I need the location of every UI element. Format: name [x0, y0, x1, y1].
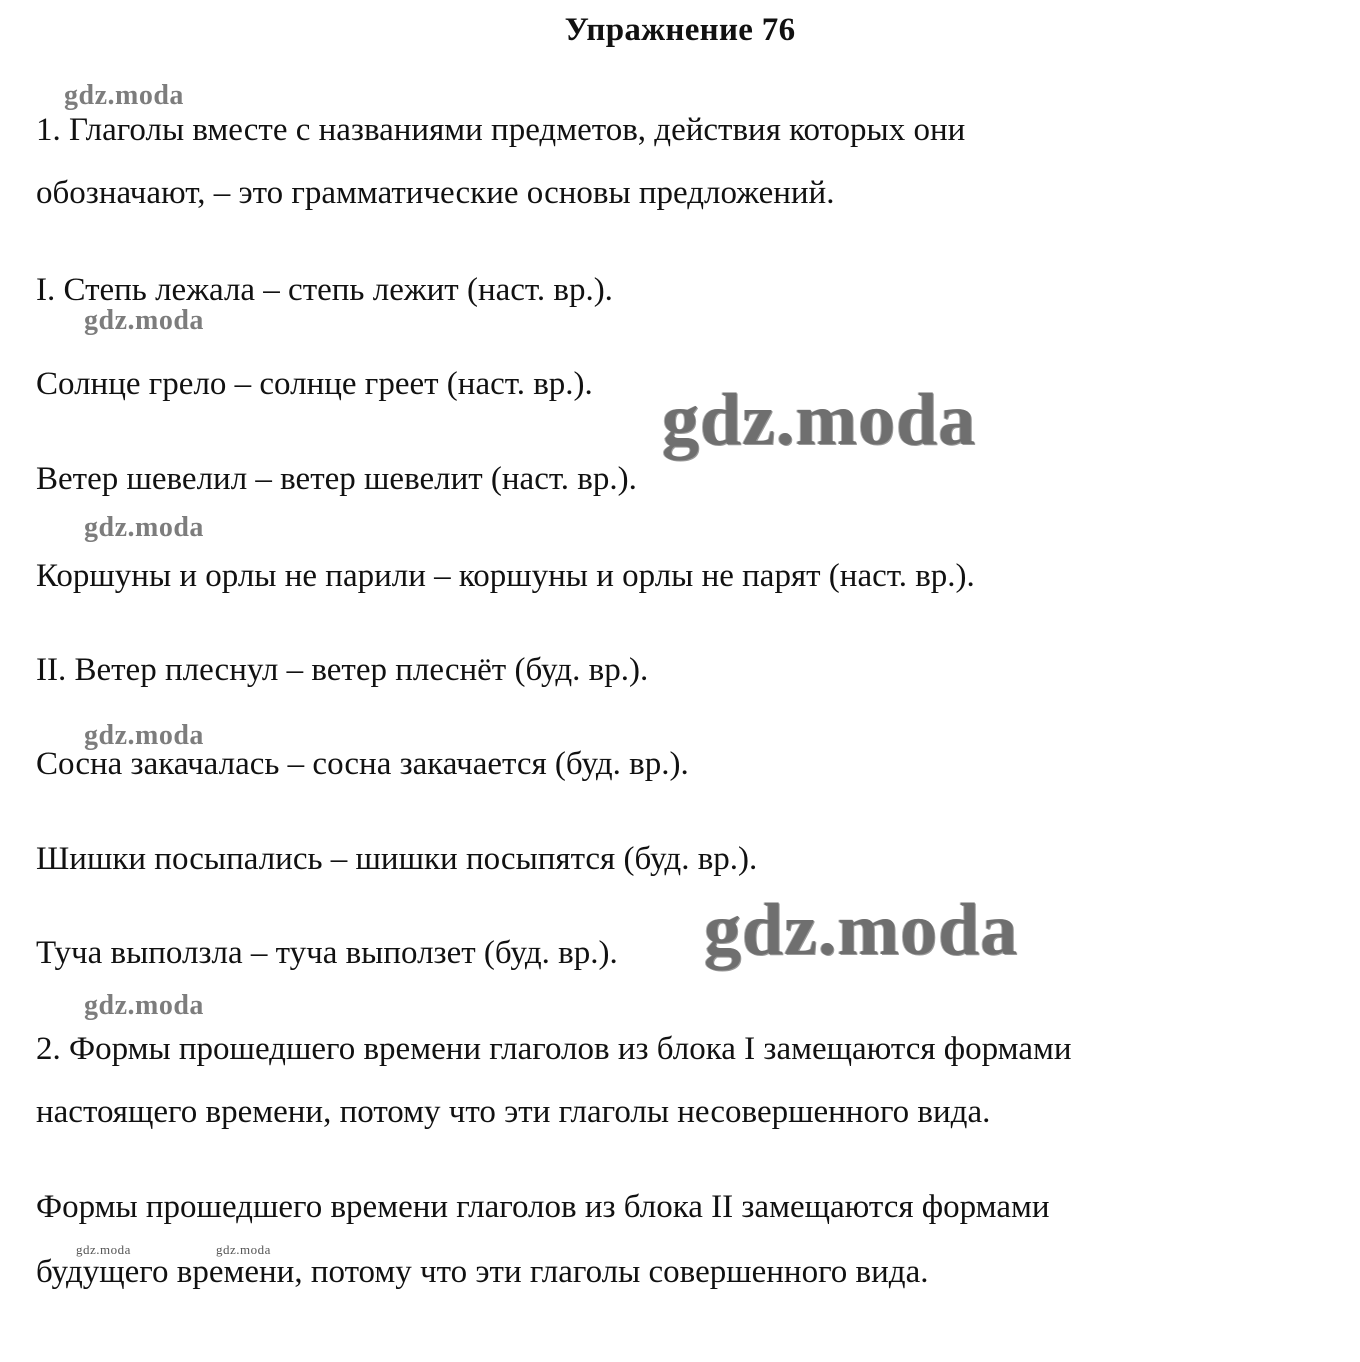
text-line: 2. Формы прошедшего времени глаголов из блока I замещаются формами [36, 1031, 1072, 1067]
text-line: Ветер шевелил – ветер шевелит (наст. вр.). [36, 461, 637, 497]
text-line: обозначают, – это грамматические основы предложений. [36, 175, 835, 211]
text-line: настоящего времени, потому что эти глаголы несовершенного вида. [36, 1094, 991, 1130]
watermark-logo: gdz.moda [64, 80, 184, 111]
text-line: Туча выползла – туча выползет (буд. вр.). [36, 935, 618, 971]
watermark-logo: gdz.moda [84, 512, 204, 543]
text-line: 1. Глаголы вместе с названиями предметов, действия которых они [36, 112, 966, 148]
text-line: I. Степь лежала – степь лежит (наст. вр.). [36, 272, 613, 308]
watermark-logo: gdz.moda [84, 720, 204, 751]
text-line: Сосна закачалась – сосна закачается (буд. вр.). [36, 746, 689, 782]
text-line: Солнце грело – солнце греет (наст. вр.). [36, 366, 593, 402]
text-line: II. Ветер плеснул – ветер плеснёт (буд. вр.). [36, 652, 649, 688]
text-line: будущего времени, потому что эти глаголы совершенного вида. [36, 1254, 929, 1290]
watermark-logo: gdz.moda [84, 990, 204, 1021]
watermark-logo: gdz.moda [704, 889, 1019, 971]
text-line: Формы прошедшего времени глаголов из блока II замещаются формами [36, 1189, 1050, 1225]
watermark-logo: gdz.moda [84, 305, 204, 336]
watermark-logo: gdz.moda [662, 379, 977, 461]
exercise-title: Упражнение 76 [564, 12, 796, 48]
watermark-logo: gdz.moda [216, 1242, 271, 1257]
text-line: Коршуны и орлы не парили – коршуны и орлы не парят (наст. вр.). [36, 558, 975, 594]
text-line: Шишки посыпались – шишки посыпятся (буд. вр.). [36, 841, 758, 877]
watermark-logo: gdz.moda [76, 1242, 131, 1257]
